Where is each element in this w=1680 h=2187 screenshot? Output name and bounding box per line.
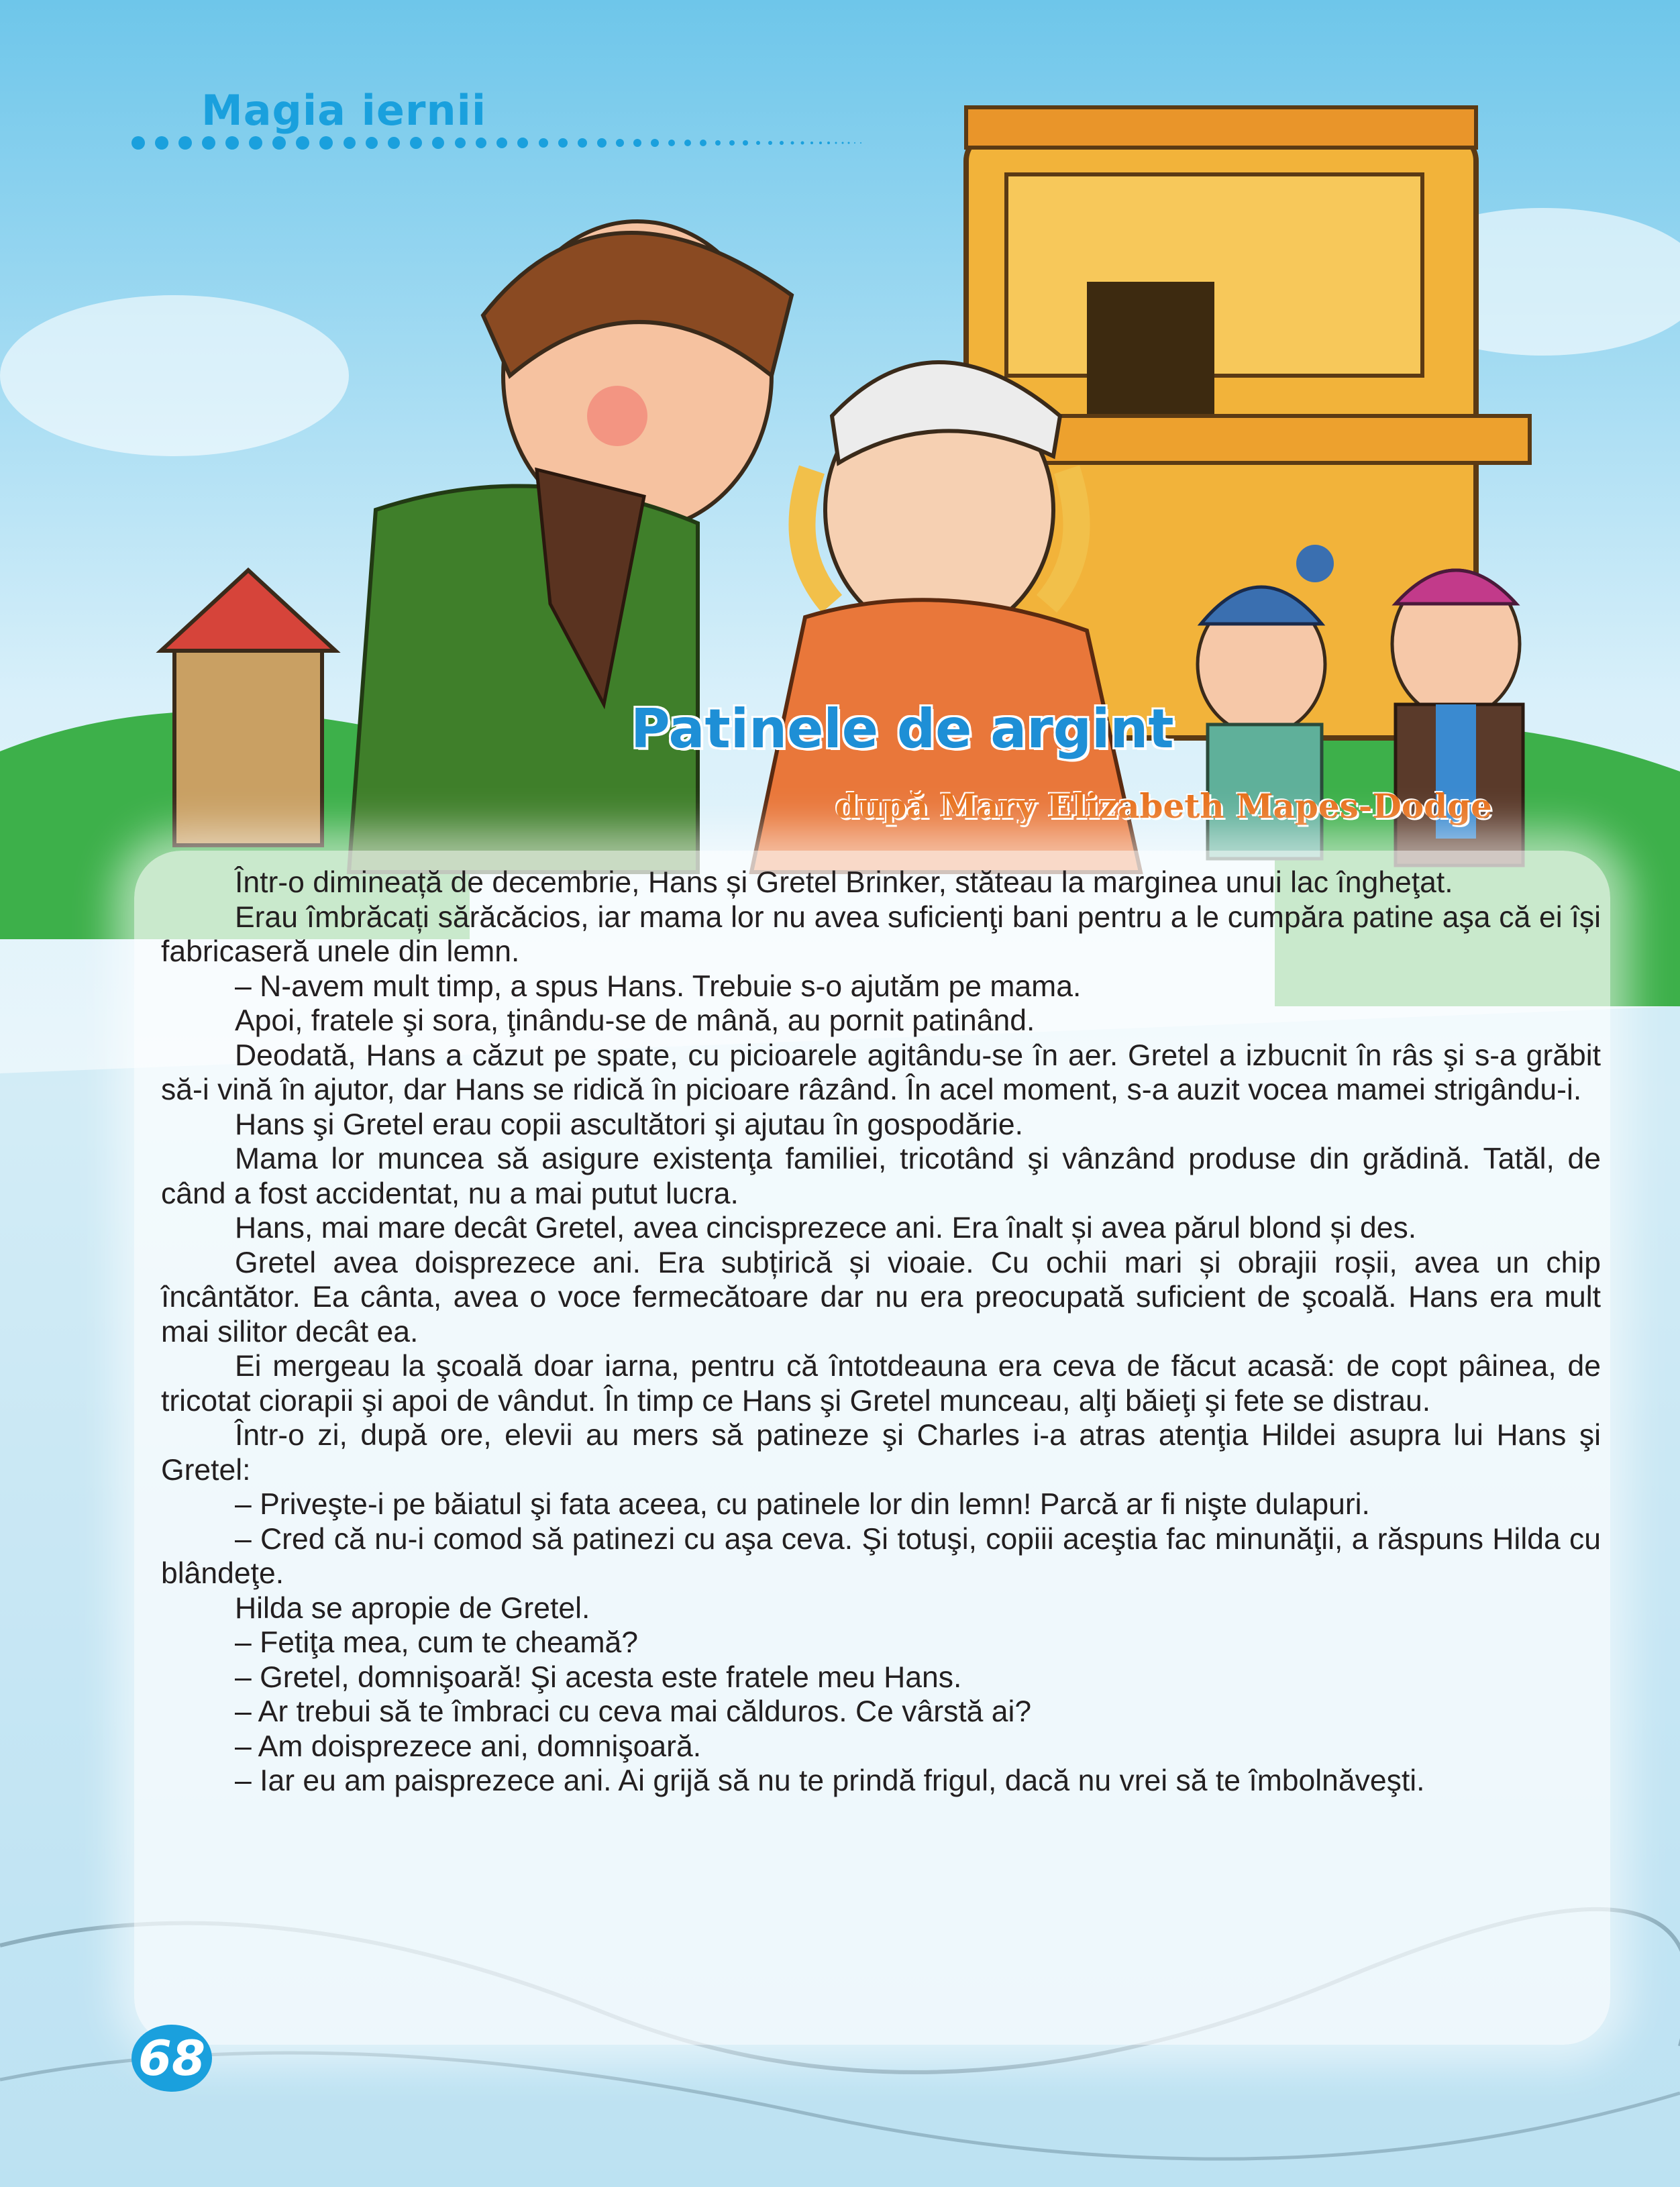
paragraph: Erau îmbrăcați sărăcăcios, iar mama lor nu avea suficienţi bani pentru a le cumpăra patine aşa că ei își fabricaseră unele din lemn. [161, 900, 1601, 968]
story-body [161, 865, 1601, 1799]
hans-figure [349, 221, 792, 872]
paragraph: Într-o dimineață de decembrie, Hans și Gretel Brinker, stăteau la marginea unui lac îngheţat. [235, 866, 1453, 899]
paragraph: – Ar trebui să te îmbraci cu ceva mai călduros. Ce vârstă ai? [235, 1695, 1032, 1728]
paragraph: – Iar eu am paisprezece ani. Ai grijă să nu te prindă frigul, dacă nu vrei să te îmbolnăveşti. [235, 1764, 1425, 1797]
dotted-divider [132, 134, 963, 152]
story-author: după Mary Elizabeth Mapes-Dodge [835, 786, 1492, 826]
story-title: Patinele de argint [631, 698, 1174, 760]
paragraph: Gretel avea doisprezece ani. Era subțirică și vioaie. Cu ochii mari și obrajii roșii, avea un chip încântător. Ea cânta, avea o voce fermecătoare dar nu era preocupată suficient de şcoală. Hans era mult mai silitor decât ea. [161, 1246, 1601, 1348]
paragraph: Hilda se apropie de Gretel. [235, 1591, 590, 1625]
page-number: 68 [132, 2025, 212, 2092]
paragraph: Hans, mai mare decât Gretel, avea cincisprezece ani. Era înalt și avea părul blond și des. [235, 1212, 1417, 1244]
paragraph: Mama lor muncea să asigure existenţa familiei, tricotând şi vânzând produse din grădină. Tatăl, de când a fost accidentat, nu a mai putut lucra. [161, 1142, 1601, 1210]
paragraph: Într-o zi, după ore, elevii au mers să patineze şi Charles i-a atras atenţia Hildei asupra lui Hans şi Gretel: [161, 1419, 1601, 1487]
backpack-house [161, 570, 335, 845]
paragraph: – N-avem mult timp, a spus Hans. Trebuie s-o ajutăm pe mama. [235, 969, 1082, 1003]
paragraph: – Priveşte-i pe băiatul şi fata aceea, cu patinele lor din lemn! Parcă ar fi nişte dulapuri. [235, 1488, 1370, 1521]
paragraph: Hans şi Gretel erau copii ascultători şi ajutau în gospodărie. [235, 1108, 1023, 1141]
paragraph: Deodată, Hans a căzut pe spate, cu picioarele agitându-se în aer. Gretel a izbucnit în râs şi s-a grăbit să-i vină în ajutor, dar Hans se ridică în picioare râzând. În acel moment, s-a auzit vocea mamei strigându-i. [161, 1038, 1601, 1106]
paragraph: – Fetiţa mea, cum te cheamă? [235, 1626, 639, 1659]
cloud [0, 295, 349, 456]
paragraph: – Cred că nu-i comod să patinezi cu aşa ceva. Şi totuşi, copiii aceştia fac minunăţii, a răspuns Hilda cu blândeţe. [161, 1522, 1601, 1590]
section-title: Magia iernii [201, 86, 487, 135]
paragraph: Apoi, fratele şi sora, ţinându-se de mână, au pornit patinând. [235, 1004, 1035, 1037]
paragraph: Ei mergeau la şcoală doar iarna, pentru că întotdeauna era ceva de făcut acasă: de copt pâinea, de tricotat ciorapii şi apoi de vândut. În timp ce Hans şi Gretel munceau, alţi băieţi şi fete se distrau. [161, 1350, 1601, 1418]
paragraph: – Gretel, domnişoară! Şi acesta este fratele meu Hans. [235, 1660, 962, 1694]
paragraph: – Am doisprezece ani, domnişoară. [235, 1729, 702, 1763]
